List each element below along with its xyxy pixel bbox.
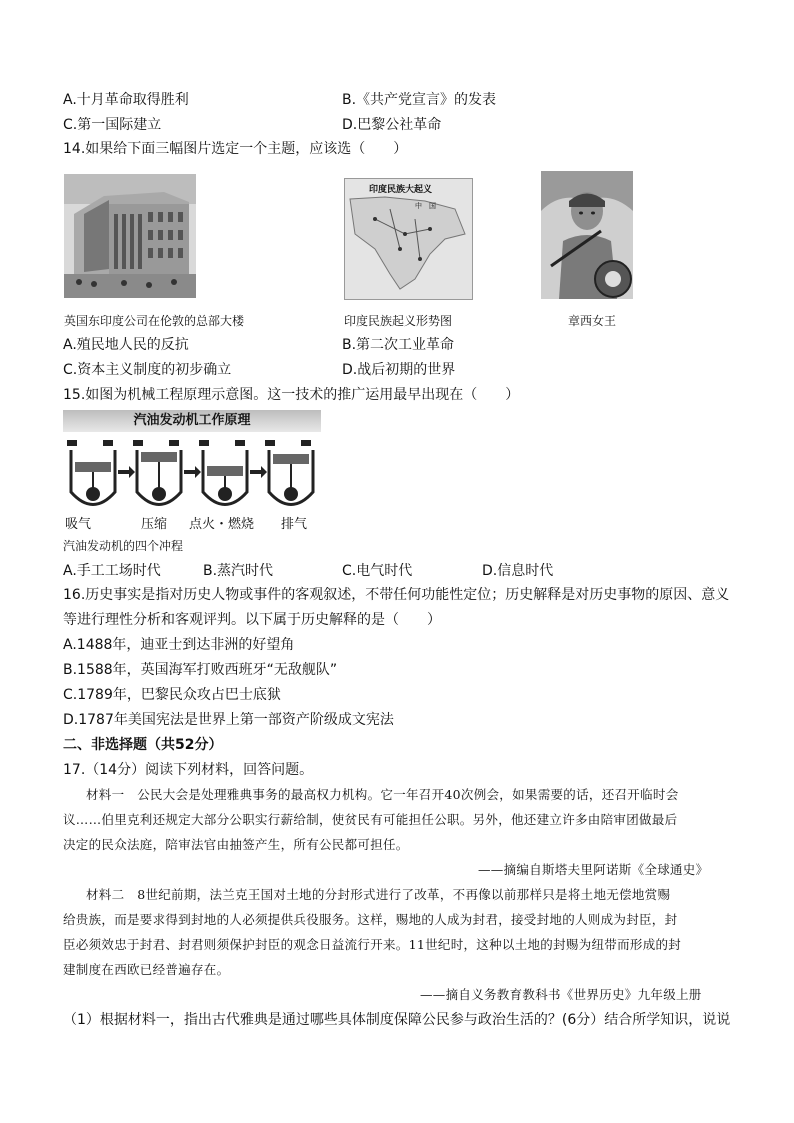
- map-title: 印度民族大起义: [369, 185, 433, 195]
- image2-caption: 印度民族起义形势图: [344, 314, 453, 328]
- portrait-illustration: [541, 171, 633, 299]
- stroke-label-ignition: 点火・燃烧: [189, 517, 255, 530]
- section2-heading: 二、非选择题（共52分）: [63, 737, 223, 753]
- q16-option-a: A.1488年，迪亚士到达非洲的好望角: [63, 637, 295, 653]
- building-illustration: [64, 174, 196, 298]
- q16-stem-line1: 16.历史事实是指对历史人物或事件的客观叙述，不带任何功能性定位；历史解释是对历史事物的原因、意义: [63, 587, 730, 603]
- q17-material1-line3: 决定的民众法庭，陪审法官由抽签产生，所有公民都可担任。: [63, 837, 409, 852]
- q14-option-b: B.第二次工业革命: [342, 337, 455, 353]
- q16-option-c: C.1789年，巴黎民众攻占巴士底狱: [63, 687, 281, 703]
- stroke-label-compression: 压缩: [141, 517, 168, 530]
- stroke-label-exhaust: 排气: [281, 517, 308, 530]
- q13-option-d: D.巴黎公社革命: [342, 117, 442, 133]
- indian-uprising-map: [344, 178, 473, 300]
- q17-stem: 17.（14分）阅读下列材料，回答问题。: [63, 762, 314, 778]
- q13-option-c: C.第一国际建立: [63, 117, 162, 133]
- q17-material2-line1: 材料二 8世纪前期，法兰克王国对土地的分封形式进行了改革，不再像以前那样只是将土地无偿地赏赐: [86, 887, 671, 902]
- q15-option-d: D.信息时代: [482, 563, 554, 579]
- q13-option-a: A.十月革命取得胜利: [63, 92, 189, 108]
- diagram-caption: 汽油发动机的四个冲程: [63, 539, 184, 553]
- q14-option-d: D.战后初期的世界: [342, 362, 456, 378]
- q17-material2-line2: 给贵族，而是要求得到封地的人必须提供兵役服务。这样，赐地的人成为封君，接受封地的人则成为封臣，封: [63, 912, 678, 927]
- q14-option-c: C.资本主义制度的初步确立: [63, 362, 232, 378]
- q17-material1-line2: 议……伯里克利还规定大部分公职实行薪给制，使贫民有可能担任公职。另外，他还建立许多由陪审团做最后: [63, 812, 678, 827]
- q15-option-b: B.蒸汽时代: [203, 563, 274, 579]
- east-india-company-building-image: [64, 174, 196, 298]
- q16-option-b: B.1588年，英国海军打败西班牙“无敌舰队”: [63, 662, 338, 678]
- gasoline-engine-diagram: [63, 410, 321, 530]
- image3-caption: 章西女王: [568, 314, 617, 328]
- rani-of-jhansi-image: [541, 171, 633, 299]
- q15-option-a: A.手工工场时代: [63, 563, 161, 579]
- q13-option-b: B.《共产党宣言》的发表: [342, 92, 497, 108]
- map-illustration: [345, 179, 472, 299]
- map-label: 中 国: [415, 202, 436, 210]
- q17-material2-line4: 建制度在西欧已经普遍存在。: [63, 962, 230, 977]
- q17-material1-line1: 材料一 公民大会是处理雅典事务的最高权力机构。它一年召开40次例会，如果需要的话，还召开临时会: [86, 787, 679, 802]
- diagram-title: 汽油发动机工作原理: [133, 413, 251, 428]
- q16-stem-line2: 等进行理性分析和客观评判。以下属于历史解释的是（ ）: [63, 612, 441, 628]
- q17-material1-source: ——摘编自斯塔夫里阿诺斯《全球通史》: [478, 862, 709, 877]
- q14-option-a: A.殖民地人民的反抗: [63, 337, 189, 353]
- q17-material2-source: ——摘自义务教育教科书《世界历史》九年级上册: [420, 987, 702, 1002]
- stroke-label-intake: 吸气: [65, 517, 92, 530]
- q15-stem: 15.如图为机械工程原理示意图。这一技术的推广运用最早出现在（ ）: [63, 387, 520, 403]
- image1-caption: 英国东印度公司在伦敦的总部大楼: [64, 314, 245, 328]
- q16-option-d: D.1787年美国宪法是世界上第一部资产阶级成文宪法: [63, 712, 394, 728]
- q17-sub-question-1: （1）根据材料一，指出古代雅典是通过哪些具体制度保障公民参与政治生活的？(6分）结合所学知识，说说: [63, 1012, 731, 1028]
- q14-stem: 14.如果给下面三幅图片选定一个主题，应该选（ ）: [63, 141, 408, 157]
- q15-option-c: C.电气时代: [342, 563, 413, 579]
- q17-material2-line3: 臣必须效忠于封君、封君则须保护封臣的观念日益流行开来。11世纪时，这种以土地的封赐为纽带而形成的封: [63, 937, 682, 952]
